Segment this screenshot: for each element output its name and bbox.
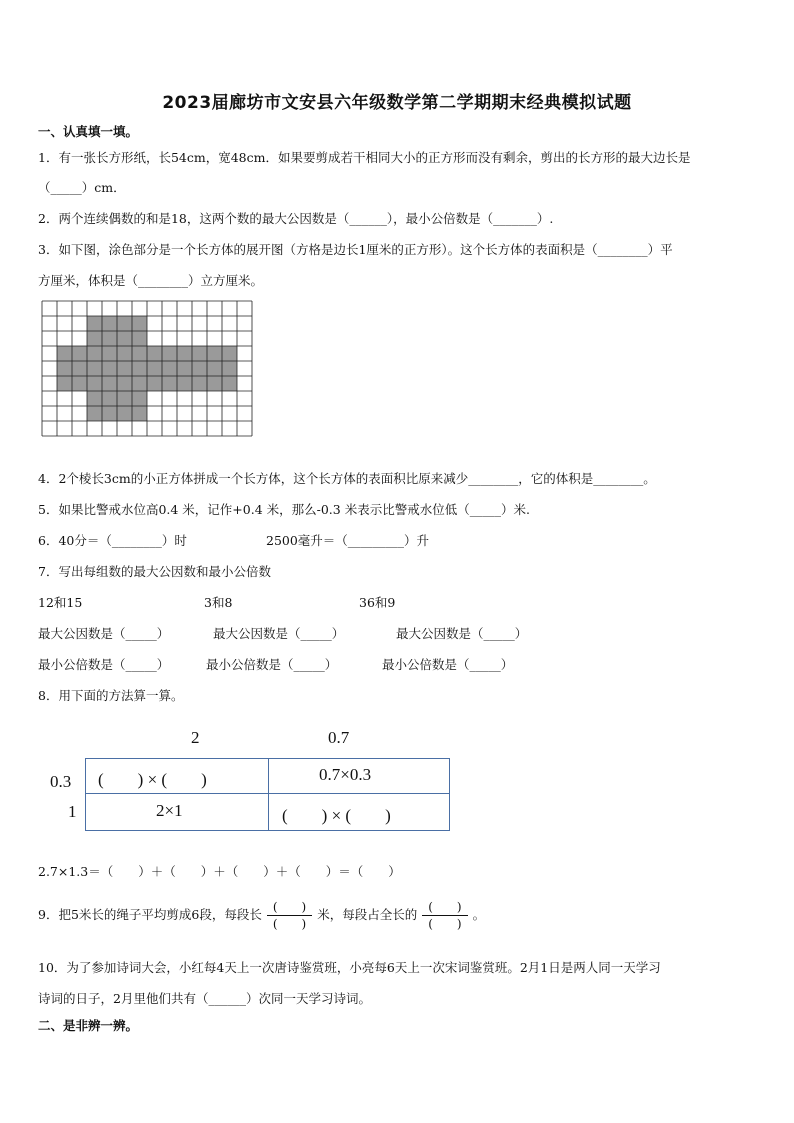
shaded-cell bbox=[117, 316, 132, 331]
shaded-cell bbox=[162, 376, 177, 391]
question-10-line-2: 诗词的日子，2月里他们共有（______）次同一天学习诗词。 bbox=[38, 991, 371, 1006]
q7-group-2: 3和8 bbox=[204, 595, 233, 610]
question-7: 7．写出每组数的最大公因数和最小公倍数 bbox=[38, 564, 271, 579]
shaded-cell bbox=[72, 346, 87, 361]
question-4: 4．2个棱长3cm的小正方体拼成一个长方体，这个长方体的表面积比原来减少________，它的体积是________。 bbox=[38, 471, 656, 486]
q9-fraction-1 bbox=[267, 899, 312, 932]
model-cell-top-left: ( ) × ( ) bbox=[98, 770, 207, 789]
q7-lcm-3: 最小公倍数是（_____） bbox=[382, 657, 514, 672]
shaded-cell bbox=[117, 346, 132, 361]
shaded-cell bbox=[102, 331, 117, 346]
shaded-cell bbox=[192, 361, 207, 376]
q9-text-c: 。 bbox=[472, 907, 486, 922]
shaded-cell bbox=[117, 361, 132, 376]
q9-text-b: 米，每段占全长的 bbox=[317, 907, 418, 922]
q9-fraction-2 bbox=[422, 899, 467, 932]
shaded-cell bbox=[117, 331, 132, 346]
q7-lcm-1: 最小公倍数是（_____） bbox=[38, 657, 170, 672]
model-cell-bottom-left: 2×1 bbox=[156, 801, 183, 820]
shaded-cell bbox=[87, 391, 102, 406]
shaded-cell bbox=[117, 406, 132, 421]
shaded-cell bbox=[207, 376, 222, 391]
shaded-cell bbox=[147, 361, 162, 376]
q9-text-a: 9．把5米长的绳子平均剪成6段，每段长 bbox=[38, 907, 262, 922]
shaded-cell bbox=[57, 376, 72, 391]
shaded-cell bbox=[102, 346, 117, 361]
model-top-right-label: 0.7 bbox=[328, 728, 350, 747]
shaded-cell bbox=[102, 316, 117, 331]
shaded-cell bbox=[87, 376, 102, 391]
q7-gcd-1: 最大公因数是（_____） bbox=[38, 626, 170, 641]
shaded-cell bbox=[192, 346, 207, 361]
shaded-cell bbox=[162, 361, 177, 376]
shaded-cell bbox=[102, 391, 117, 406]
shaded-cell bbox=[132, 391, 147, 406]
q9-fraction-1-numerator: ( ) bbox=[267, 899, 312, 916]
shaded-cell bbox=[132, 316, 147, 331]
shaded-cell bbox=[87, 331, 102, 346]
shaded-cell bbox=[57, 346, 72, 361]
question-5: 5．如果比警戒水位高0.4 米，记作+0.4 米，那么-0.3 米表示比警戒水位低（_____）米. bbox=[38, 502, 530, 517]
q9-fraction-2-denominator: ( ) bbox=[428, 917, 462, 931]
page-title: 2023届廊坊市文安县六年级数学第二学期期末经典模拟试题 bbox=[162, 93, 632, 113]
question-8-equation: 2.7×1.3＝（ ）＋（ ）＋（ ）＋（ ）＝（ ） bbox=[38, 864, 401, 879]
shaded-cell bbox=[147, 346, 162, 361]
shaded-cell bbox=[72, 376, 87, 391]
q9-fraction-2-numerator: ( ) bbox=[422, 899, 467, 916]
shaded-cell bbox=[207, 361, 222, 376]
shaded-cell bbox=[57, 361, 72, 376]
shaded-cell bbox=[132, 361, 147, 376]
shaded-cell bbox=[177, 376, 192, 391]
q7-group-1: 12和15 bbox=[38, 595, 83, 610]
shaded-cell bbox=[102, 361, 117, 376]
shaded-cell bbox=[177, 346, 192, 361]
question-8: 8．用下面的方法算一算。 bbox=[38, 688, 184, 703]
shaded-cell bbox=[162, 346, 177, 361]
shaded-cell bbox=[87, 316, 102, 331]
shaded-cell bbox=[132, 346, 147, 361]
shaded-cell bbox=[102, 376, 117, 391]
model-top-left-label: 2 bbox=[191, 728, 200, 747]
shaded-cell bbox=[87, 346, 102, 361]
shaded-cell bbox=[207, 346, 222, 361]
shaded-cell bbox=[117, 376, 132, 391]
shaded-cell bbox=[72, 361, 87, 376]
question-3-line-2: 方厘米，体积是（________）立方厘米。 bbox=[38, 273, 264, 288]
model-table-column-divider bbox=[268, 759, 269, 830]
section-1-heading: 一、认真填一填。 bbox=[38, 124, 139, 139]
shaded-cell bbox=[222, 346, 237, 361]
question-6-part-b: 2500毫升＝（_________）升 bbox=[266, 533, 430, 548]
shaded-cell bbox=[192, 376, 207, 391]
net-grid-figure bbox=[41, 300, 253, 438]
shaded-cell bbox=[132, 376, 147, 391]
shaded-cell bbox=[87, 361, 102, 376]
q7-gcd-2: 最大公因数是（_____） bbox=[213, 626, 345, 641]
model-cell-top-right: 0.7×0.3 bbox=[319, 765, 372, 784]
question-1-line-1: 1．有一张长方形纸，长54cm，宽48cm．如果要剪成若干相同大小的正方形而没有剩余，剪出的长方形的最大边长是 bbox=[38, 150, 691, 165]
question-3-line-1: 3．如下图，涂色部分是一个长方体的展开图（方格是边长1厘米的正方形）。这个长方体的表面积是（________）平 bbox=[38, 242, 673, 257]
shaded-cell bbox=[177, 361, 192, 376]
question-6-part-a: 6．40分＝（________）时 bbox=[38, 533, 187, 548]
section-2-heading: 二、是非辨一辨。 bbox=[38, 1018, 139, 1033]
model-side-top-label: 0.3 bbox=[50, 772, 72, 791]
model-table bbox=[85, 758, 450, 831]
shaded-cell bbox=[102, 406, 117, 421]
question-10-line-1: 10．为了参加诗词大会，小红每4天上一次唐诗鉴赏班，小亮每6天上一次宋词鉴赏班。2月1日是两人同一天学习 bbox=[38, 960, 661, 975]
q7-gcd-3: 最大公因数是（_____） bbox=[396, 626, 528, 641]
question-9 bbox=[38, 899, 485, 932]
model-cell-bottom-right: ( ) × ( ) bbox=[282, 806, 391, 825]
shaded-cell bbox=[222, 376, 237, 391]
shaded-cell bbox=[132, 406, 147, 421]
shaded-cell bbox=[222, 361, 237, 376]
shaded-cell bbox=[147, 376, 162, 391]
q7-group-3: 36和9 bbox=[359, 595, 396, 610]
multiplication-area-model bbox=[50, 728, 460, 838]
question-2: 2．两个连续偶数的和是18，这两个数的最大公因数是（______），最小公倍数是（_______）. bbox=[38, 211, 554, 226]
shaded-cell bbox=[117, 391, 132, 406]
q9-fraction-1-denominator: ( ) bbox=[272, 917, 307, 931]
shaded-cell bbox=[87, 406, 102, 421]
question-1-line-2: （_____）cm． bbox=[38, 180, 126, 195]
model-side-bottom-label: 1 bbox=[68, 802, 77, 821]
shaded-cell bbox=[132, 331, 147, 346]
q7-lcm-2: 最小公倍数是（_____） bbox=[206, 657, 338, 672]
